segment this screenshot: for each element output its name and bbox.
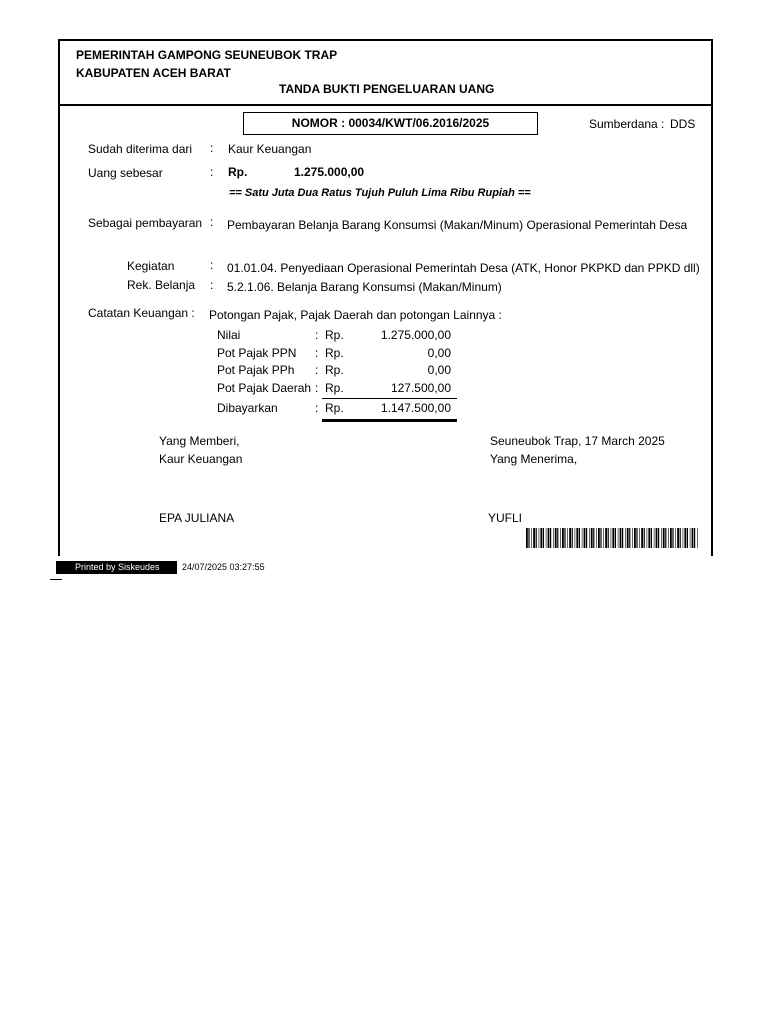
deduction-row-label: Pot Pajak PPh — [217, 363, 295, 377]
activity-label: Kegiatan — [127, 259, 175, 273]
amount-in-words: == Satu Juta Dua Ratus Tujuh Puluh Lima Ribu Rupiah == — [229, 187, 531, 199]
government-name: PEMERINTAH GAMPONG SEUNEUBOK TRAP — [76, 48, 338, 62]
amount-currency: Rp. — [228, 165, 248, 179]
colon: : — [210, 278, 214, 292]
deduction-row-currency: Rp. — [325, 363, 344, 377]
receipt-number: NOMOR : 00034/KWT/06.2016/2025 — [243, 112, 538, 135]
deduction-row-currency: Rp. — [325, 346, 344, 360]
amount-value: 1.275.000,00 — [294, 165, 365, 179]
sumberdana-label: Sumberdana : — [589, 117, 665, 131]
deduction-row-colon: : — [315, 381, 319, 395]
colon: : — [210, 141, 214, 155]
receiver-name: YUFLI — [488, 511, 523, 525]
deduction-row-value: 127.500,00 — [390, 381, 451, 395]
colon: : — [210, 165, 214, 179]
place-and-date: Seuneubok Trap, 17 March 2025 — [490, 434, 665, 448]
giver-heading: Yang Memberi, — [159, 434, 240, 448]
deduction-row-value: 0,00 — [427, 363, 451, 377]
paid-amount-currency: Rp. — [325, 401, 344, 415]
deductions-heading: Potongan Pajak, Pajak Daerah dan potongan Lainnya : — [209, 308, 502, 322]
payment-for-value: Pembayaran Belanja Barang Konsumsi (Makan/Minum) Operasional Pemerintah Desa — [227, 218, 688, 232]
deduction-row-value: 1.275.000,00 — [380, 328, 451, 342]
printed-by-label: Printed by Siskeudes — [56, 561, 177, 574]
deduction-row-label: Nilai — [217, 328, 241, 342]
expense-account-label: Rek. Belanja — [127, 278, 196, 292]
colon: : — [210, 215, 214, 229]
deduction-row-currency: Rp. — [325, 381, 344, 395]
total-separator — [322, 398, 457, 399]
document-title: TANDA BUKTI PENGELUARAN UANG — [279, 82, 495, 96]
received-from-label: Sudah diterima dari — [88, 142, 193, 156]
regency-name: KABUPATEN ACEH BARAT — [76, 66, 231, 80]
sumberdana-value: DDS — [670, 117, 696, 131]
amount-label: Uang sebesar — [88, 166, 163, 180]
print-timestamp: 24/07/2025 03:27:55 — [182, 562, 265, 572]
deduction-row-currency: Rp. — [325, 328, 344, 342]
deduction-row-colon: : — [315, 328, 319, 342]
deduction-row-colon: : — [315, 346, 319, 360]
deduction-row-value: 0,00 — [427, 346, 451, 360]
paid-amount-value: 1.147.500,00 — [380, 401, 451, 415]
receiver-heading: Yang Menerima, — [490, 452, 578, 466]
activity-value: 01.01.04. Penyediaan Operasional Pemerintah Desa (ATK, Honor PKPKD dan PPKD dll) — [227, 261, 700, 275]
paid-amount-colon: : — [315, 401, 319, 415]
giver-name: EPA JULIANA — [159, 511, 235, 525]
deduction-row-colon: : — [315, 363, 319, 377]
barcode-image — [526, 528, 699, 548]
financial-notes-label: Catatan Keuangan : — [88, 306, 195, 320]
expense-account-value: 5.2.1.06. Belanja Barang Konsumsi (Makan/Minum) — [227, 280, 502, 294]
left-margin-mark — [50, 579, 62, 580]
paid-amount-label: Dibayarkan — [217, 401, 278, 415]
header-divider — [58, 104, 713, 106]
payment-for-label: Sebagai pembayaran — [88, 216, 203, 230]
colon: : — [210, 258, 214, 272]
deduction-row-label: Pot Pajak PPN — [217, 346, 297, 360]
total-double-underline — [322, 419, 457, 422]
received-from-value: Kaur Keuangan — [228, 142, 312, 156]
giver-position: Kaur Keuangan — [159, 452, 243, 466]
deduction-row-label: Pot Pajak Daerah — [217, 381, 312, 395]
